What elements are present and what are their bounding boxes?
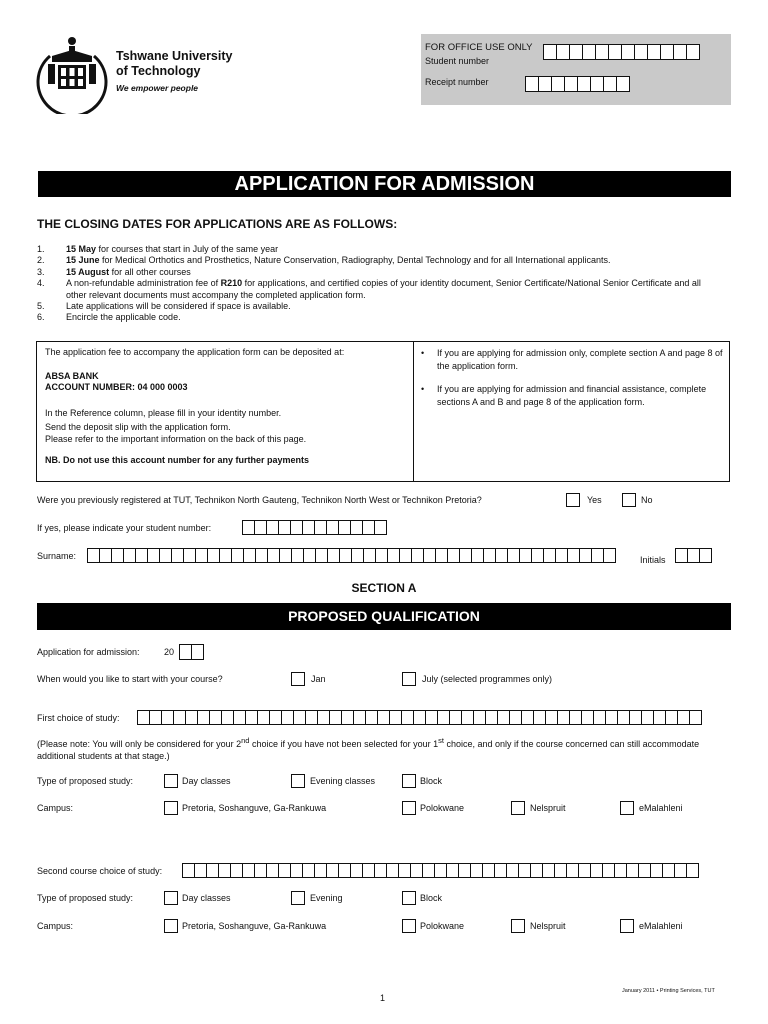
office-student-number-label: Student number <box>425 56 490 66</box>
second-evening-label: Evening <box>310 893 343 903</box>
surname-boxes[interactable] <box>87 548 615 563</box>
choice-note: (Please note: You will only be considered for your 2nd choice if you have not been selected for your 1st choice, and only if the course concerned can still accommodate additional students at that stage.) <box>37 736 700 761</box>
prev-reg-no-label: No <box>641 495 653 505</box>
prev-reg-yes-checkbox[interactable] <box>566 493 580 507</box>
admission-year-prefix: 20 <box>164 647 175 657</box>
fee-info-box <box>36 341 730 482</box>
office-receipt-number-boxes[interactable] <box>525 76 629 92</box>
first-day-classes-checkbox[interactable] <box>164 774 178 788</box>
start-july-checkbox[interactable] <box>402 672 416 686</box>
office-student-number-boxes[interactable] <box>543 44 699 60</box>
second-campus-emalahleni-checkbox[interactable] <box>620 919 634 933</box>
previous-student-number-boxes[interactable] <box>242 520 386 535</box>
section-a-heading: SECTION A <box>351 581 417 595</box>
second-campus-emalahleni-label: eMalahleni <box>639 921 683 931</box>
first-campus-emalahleni-label: eMalahleni <box>639 803 683 813</box>
list-item: 5. Late applications will be considered if space is available. <box>37 301 291 312</box>
start-jan-checkbox[interactable] <box>291 672 305 686</box>
first-campus-pretoria-label: Pretoria, Soshanguve, Ga-Rankuwa <box>182 803 327 813</box>
office-use-box <box>421 34 731 105</box>
second-campus-nelspruit-checkbox[interactable] <box>511 919 525 933</box>
page-number: 1 <box>380 993 386 1003</box>
first-campus-polokwane-checkbox[interactable] <box>402 801 416 815</box>
second-day-classes-checkbox[interactable] <box>164 891 178 905</box>
surname-label: Surname: <box>37 551 77 561</box>
initials-label: Initials <box>640 555 666 565</box>
previous-student-number-label: If yes, please indicate your student number: <box>37 523 212 533</box>
prev-reg-yes-label: Yes <box>587 495 602 505</box>
second-campus-polokwane-label: Polokwane <box>420 921 465 931</box>
second-block-checkbox[interactable] <box>402 891 416 905</box>
second-campus-pretoria-label: Pretoria, Soshanguve, Ga-Rankuwa <box>182 921 327 931</box>
second-block-label: Block <box>420 893 443 903</box>
university-name: Tshwane University of Technology <box>116 49 233 78</box>
second-campus-nelspruit-label: Nelspruit <box>530 921 566 931</box>
start-course-question: When would you like to start with your course? <box>37 674 223 684</box>
fee-instructions: • If you are applying for admission only, complete section A and page 8 of the application form. • If you are applying for admission and financial assistance, complete sections A and B and page 8 of the application form. <box>421 348 723 407</box>
first-block-label: Block <box>420 776 443 786</box>
second-study-type-label: Type of proposed study: <box>37 893 134 903</box>
first-campus-polokwane-label: Polokwane <box>420 803 465 813</box>
office-receipt-number-label: Receipt number <box>425 77 489 87</box>
first-evening-classes-label: Evening classes <box>310 776 376 786</box>
first-campus-nelspruit-checkbox[interactable] <box>511 801 525 815</box>
first-campus-label: Campus: <box>37 803 74 813</box>
fee-box-divider <box>413 342 414 481</box>
list-item: 1. 15 May for courses that start in July of the same year <box>37 244 279 254</box>
list-item: 4. A non-refundable administration fee of R210 for applications, and certified copies of your identity document, Senior Certificate/National Senior Certificate and all other relevant documents must accompany the completed application form. <box>37 278 701 300</box>
first-campus-nelspruit-label: Nelspruit <box>530 803 566 813</box>
application-admission-label: Application for admission: <box>37 647 140 657</box>
second-choice-boxes[interactable] <box>182 863 698 878</box>
proposed-qualification-heading: PROPOSED QUALIFICATION <box>37 603 731 630</box>
closing-dates-list <box>37 244 737 324</box>
start-jan-label: Jan <box>311 674 326 684</box>
second-campus-pretoria-checkbox[interactable] <box>164 919 178 933</box>
first-choice-label: First choice of study: <box>37 713 120 723</box>
second-evening-checkbox[interactable] <box>291 891 305 905</box>
list-item: 3. 15 August for all other courses <box>37 266 191 277</box>
university-tagline: We empower people <box>116 83 199 93</box>
office-use-title: FOR OFFICE USE ONLY <box>425 42 533 53</box>
second-choice-label: Second course choice of study: <box>37 866 163 876</box>
list-item: 6. Encircle the applicable code. <box>37 312 181 323</box>
second-campus-polokwane-checkbox[interactable] <box>402 919 416 933</box>
tut-logo <box>36 34 108 114</box>
first-evening-classes-checkbox[interactable] <box>291 774 305 788</box>
first-choice-boxes[interactable] <box>137 710 701 725</box>
first-day-classes-label: Day classes <box>182 776 231 786</box>
second-day-classes-label: Day classes <box>182 893 231 903</box>
previous-registration-question: Were you previously registered at TUT, Technikon North Gauteng, Technikon North West or Technikon Pretoria? <box>37 495 482 505</box>
second-campus-label: Campus: <box>37 921 74 931</box>
list-item: 2. 15 June for Medical Orthotics and Prosthetics, Nature Conservation, Radiography, Dental Technology and for all International applicants. <box>37 255 611 266</box>
admission-year-boxes[interactable] <box>179 644 203 660</box>
prev-reg-no-checkbox[interactable] <box>622 493 636 507</box>
closing-dates-heading: THE CLOSING DATES FOR APPLICATIONS ARE AS FOLLOWS: <box>37 217 398 231</box>
printing-services-footer: January 2011 • Printing Services, TUT <box>622 988 715 994</box>
start-july-label: July (selected programmes only) <box>422 674 553 684</box>
first-block-checkbox[interactable] <box>402 774 416 788</box>
fee-deposit-info: The application fee to accompany the application form can be deposited at: ABSA BANK ACCOUNT NUMBER: 04 000 0003 In the Reference column, please fill in your identity number. Send the deposit slip with the application form. Please refer to the important information on the back of this page. NB. Do not use this account number for any further payments <box>45 347 345 465</box>
initials-boxes[interactable] <box>675 548 711 563</box>
first-campus-emalahleni-checkbox[interactable] <box>620 801 634 815</box>
form-title: APPLICATION FOR ADMISSION <box>38 171 731 197</box>
first-study-type-label: Type of proposed study: <box>37 776 134 786</box>
first-campus-pretoria-checkbox[interactable] <box>164 801 178 815</box>
